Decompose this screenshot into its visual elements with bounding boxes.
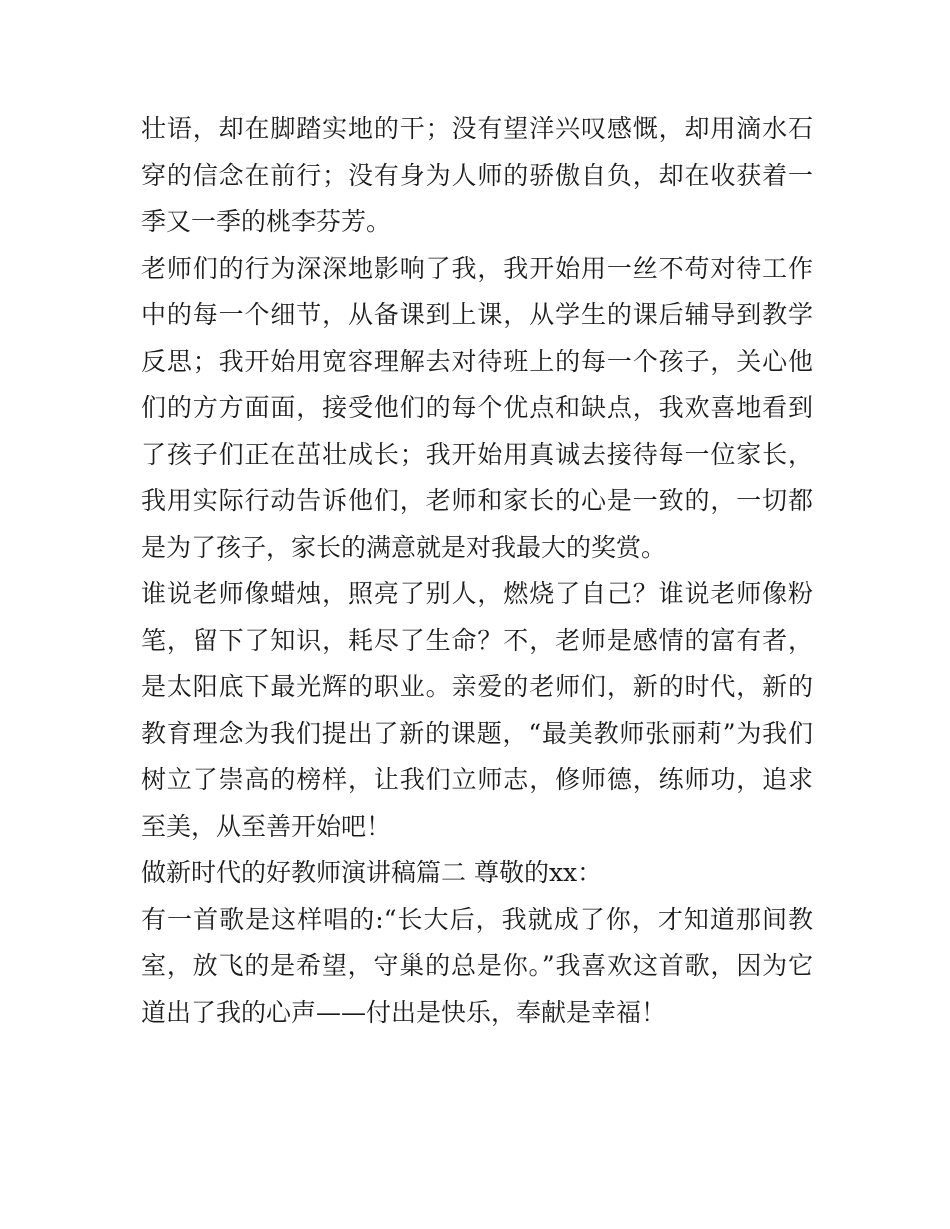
paragraph-teachers-influence: 老师们的行为深深地影响了我，我开始用一丝不苟对待工作中的每一个细节，从备课到上课，从学生的课后辅导到教学反思；我开始用宽容理解去对待班上的每一个孩子，关心他们的方方面面，接受他们的每个优点和缺点，我欢喜地看到了孩子们正在茁壮成长；我开始用真诚去接待每一位家长，我用实际行动告诉他们，老师和家长的心是一致的，一切都是为了孩子，家长的满意就是对我最大的奖赏。 bbox=[141, 253, 813, 562]
section-heading: 做新时代的好教师演讲稿篇二 尊敬的xx： bbox=[141, 858, 603, 887]
document-body bbox=[141, 106, 813, 1036]
paragraph-candle-chalk: 谁说老师像蜡烛，照亮了别人，燃烧了自己？谁说老师像粉笔，留下了知识，耗尽了生命？不，老师是感情的富有者，是太阳底下最光辉的职业。亲爱的老师们，新的时代，新的教育理念为我们提出了新的课题，“最美教师张丽莉”为我们树立了崇高的榜样，让我们立师志，修师德，练师功，追求至美，从至善开始吧！ bbox=[141, 579, 813, 841]
paragraph-song: 有一首歌是这样唱的:“长大后，我就成了你，才知道那间教室，放飞的是希望，守巢的总是你。”我喜欢这首歌，因为它道出了我的心声——付出是快乐，奉献是幸福！ bbox=[141, 904, 813, 1027]
paragraph-continuation: 壮语，却在脚踏实地的干；没有望洋兴叹感慨，却用滴水石穿的信念在前行；没有身为人师的骄傲自负，却在收获着一季又一季的桃李芬芳。 bbox=[141, 114, 813, 236]
